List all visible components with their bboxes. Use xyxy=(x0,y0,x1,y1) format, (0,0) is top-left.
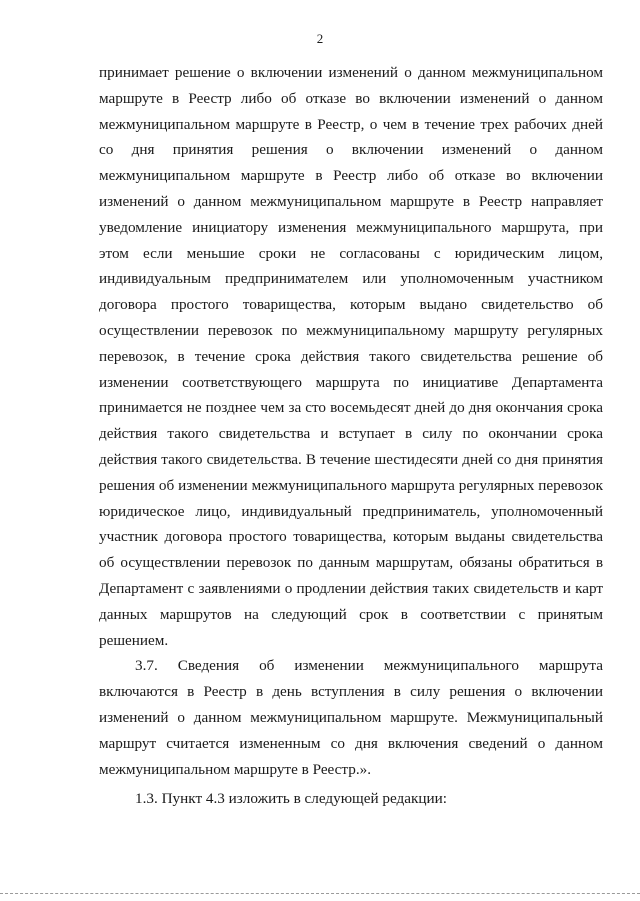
paragraph-3-7: 3.7. Сведения об изменении межмуниципального маршрута включаются в Реестр в день вступления в силу решения о включении изменений о данном межмуниципальном маршруте. Межмуниципальный маршрут считается измененным со дня включения сведений о данном межмуниципальном маршруте в Реестр.». xyxy=(99,657,603,778)
document-body xyxy=(99,60,603,812)
scan-edge-line xyxy=(0,893,640,894)
paragraph-continuation: принимает решение о включении изменений о данном межмуниципальном маршруте в Реестр либо об отказе во включении изменений о данном межмуниципальном маршруте в Реестр, о чем в течение трех рабочих дней со дня принятия решения о включении изменений о данном межмуниципальном маршруте в Реестр либо об отказе во включении изменений о данном межмуниципальном маршруте в Реестр направляет уведомление инициатору изменения межмуниципального маршрута, при этом если меньшие сроки не согласованы с юридическим лицом, индивидуальным предпринимателем или уполномоченным участником договора простого товарищества, которым выдано свидетельство об осуществлении перевозок по межмуниципальному маршруту регулярных перевозок, в течение срока действия такого свидетельства решение об изменении соответствующего маршрута по инициативе Департамента принимается не позднее чем за сто восемьдесят дней до дня окончания срока действия такого свидетельства и вступает в силу по окончании срока действия такого свидетельства. В течение шестидесяти дней со дня принятия решения об изменении межмуниципального маршрута регулярных перевозок юридическое лицо, индивидуальный предприниматель, уполномоченный участник договора простого товарищества, которым выданы свидетельства об осуществлении перевозок по данным маршрутам, обязаны обратиться в Департамент с заявлениями о продлении действия таких свидетельств и карт данных маршрутов на следующий срок в соответствии с принятым решением. xyxy=(99,64,603,649)
paragraph-1-3: 1.3. Пункт 4.3 изложить в следующей редакции: xyxy=(135,790,448,808)
page-number: 2 xyxy=(316,31,324,46)
